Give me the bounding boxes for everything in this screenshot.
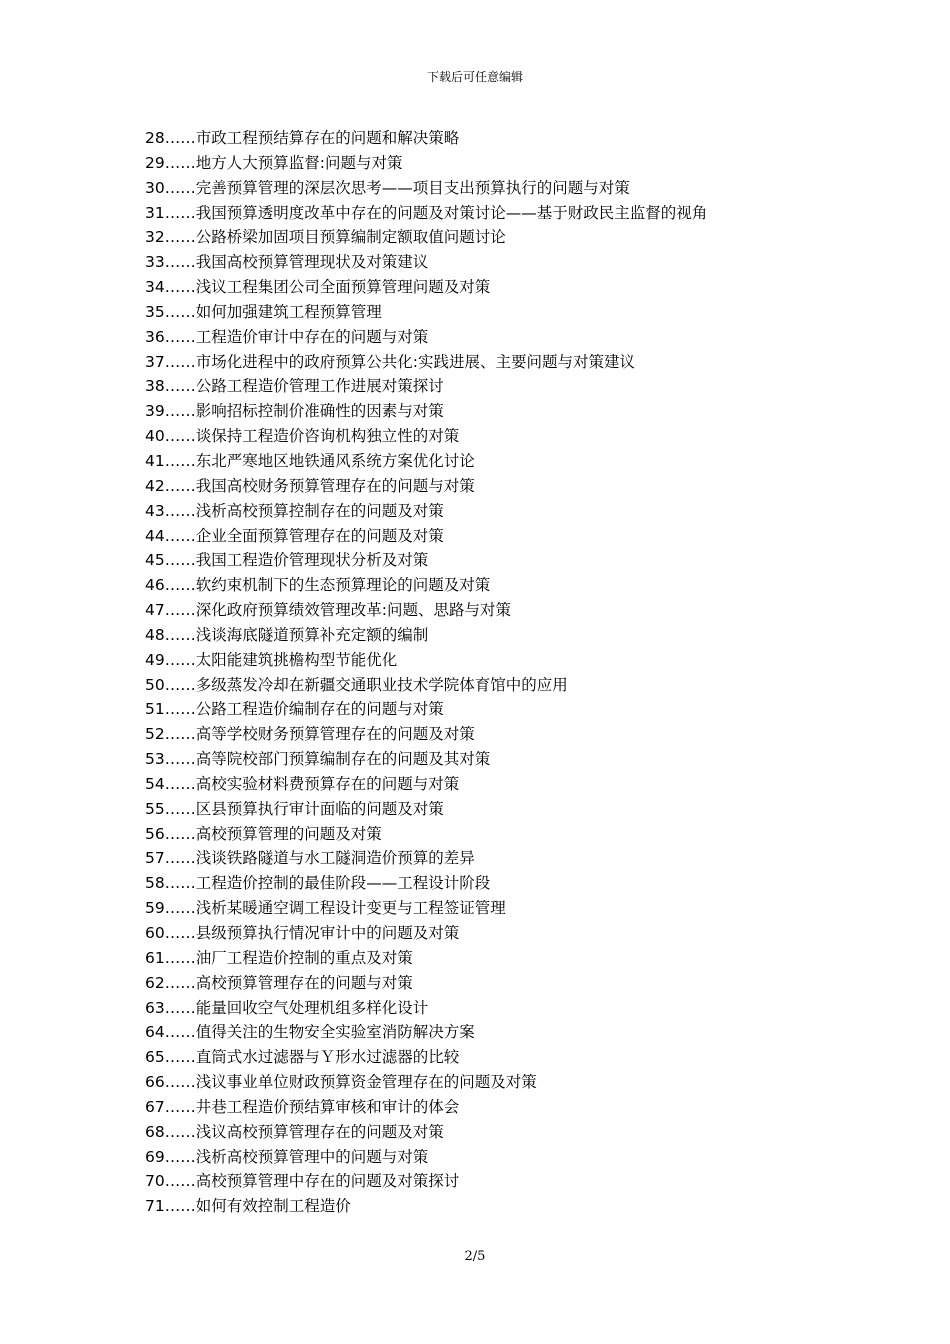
list-item: 43……浅析高校预算控制存在的问题及对策	[145, 501, 444, 520]
list-item: 68……浅议高校预算管理存在的问题及对策	[145, 1122, 444, 1141]
list-item: 62……高校预算管理存在的问题与对策	[145, 973, 413, 992]
list-item: 34……浅议工程集团公司全面预算管理问题及对策	[145, 278, 491, 297]
list-item: 71……如何有效控制工程造价	[145, 1197, 351, 1216]
list-item: 37……市场化进程中的政府预算公共化:实践进展、主要问题与对策建议	[145, 352, 635, 371]
list-item: 64……值得关注的生物安全实验室消防解决方案	[145, 1023, 475, 1042]
list-item: 39……影响招标控制价准确性的因素与对策	[145, 402, 444, 421]
list-item: 29……地方人大预算监督:问题与对策	[145, 153, 403, 172]
list-item: 59……浅析某暖通空调工程设计变更与工程签证管理	[145, 899, 506, 918]
list-item: 70……高校预算管理中存在的问题及对策探讨	[145, 1172, 460, 1191]
list-item: 33……我国高校预算管理现状及对策建议	[145, 253, 429, 272]
list-item: 42……我国高校财务预算管理存在的问题与对策	[145, 476, 475, 495]
list-item: 32……公路桥梁加固项目预算编制定额取值问题讨论	[145, 228, 506, 247]
list-item: 40……谈保持工程造价咨询机构独立性的对策	[145, 427, 460, 446]
list-item: 69……浅析高校预算管理中的问题与对策	[145, 1147, 429, 1166]
list-item: 38……公路工程造价管理工作进展对策探讨	[145, 377, 444, 396]
list-item: 65……直筒式水过滤器与Ｙ形水过滤器的比较	[145, 1048, 460, 1067]
list-item: 28……市政工程预结算存在的问题和解决策略	[145, 129, 460, 147]
article-list	[145, 126, 865, 1219]
list-item: 36……工程造价审计中存在的问题与对策	[145, 327, 429, 346]
list-item: 58……工程造价控制的最佳阶段——工程设计阶段	[145, 874, 491, 893]
list-item: 30……完善预算管理的深层次思考——项目支出预算执行的问题与对策	[145, 178, 630, 197]
list-item: 31……我国预算透明度改革中存在的问题及对策讨论——基于财政民主监督的视角	[145, 203, 708, 222]
list-item: 54……高校实验材料费预算存在的问题与对策	[145, 774, 460, 793]
list-item: 49……太阳能建筑挑檐构型节能优化	[145, 650, 398, 669]
list-item: 50……多级蒸发冷却在新疆交通职业技术学院体育馆中的应用	[145, 675, 568, 694]
list-item: 53……高等院校部门预算编制存在的问题及其对策	[145, 750, 491, 769]
list-item: 35……如何加强建筑工程预算管理	[145, 302, 382, 321]
list-item: 52……高等学校财务预算管理存在的问题及对策	[145, 725, 475, 744]
list-item: 66……浅议事业单位财政预算资金管理存在的问题及对策	[145, 1073, 537, 1092]
list-item: 67……井巷工程造价预结算审核和审计的体会	[145, 1097, 460, 1116]
list-item: 63……能量回收空气处理机组多样化设计	[145, 998, 429, 1017]
list-item: 61……油厂工程造价控制的重点及对策	[145, 948, 413, 967]
list-item: 46……软约束机制下的生态预算理论的问题及对策	[145, 576, 491, 595]
list-item: 45……我国工程造价管理现状分析及对策	[145, 551, 429, 570]
page-header: 下载后可任意编辑	[426, 70, 523, 84]
list-item: 51……公路工程造价编制存在的问题与对策	[145, 700, 444, 719]
list-item: 47……深化政府预算绩效管理改革:问题、思路与对策	[145, 601, 511, 620]
list-item: 56……高校预算管理的问题及对策	[145, 824, 382, 843]
list-item: 41……东北严寒地区地铁通风系统方案优化讨论	[145, 451, 475, 470]
list-item: 48……浅谈海底隧道预算补充定额的编制	[145, 625, 429, 644]
page-number: 2/5	[464, 1249, 486, 1264]
list-item: 57……浅谈铁路隧道与水工隧洞造价预算的差异	[145, 849, 475, 868]
list-item: 55……区县预算执行审计面临的问题及对策	[145, 799, 444, 818]
list-item: 44……企业全面预算管理存在的问题及对策	[145, 526, 444, 545]
list-item: 60……县级预算执行情况审计中的问题及对策	[145, 924, 460, 942]
